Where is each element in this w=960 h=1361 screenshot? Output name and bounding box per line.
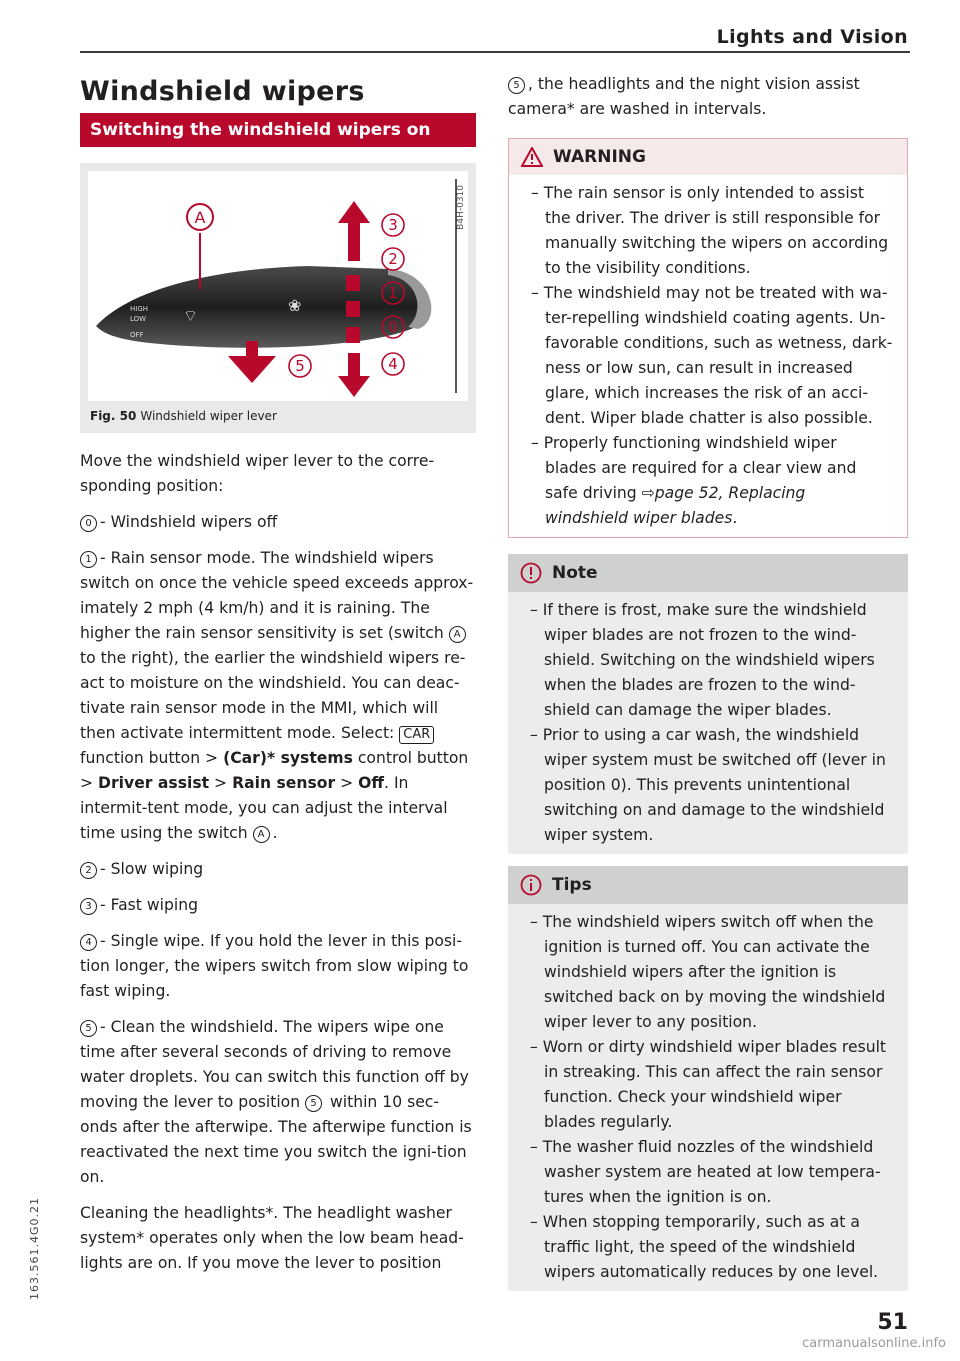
num-a2-icon: A bbox=[253, 826, 270, 843]
num-5c-icon: 5 bbox=[508, 77, 525, 94]
note-box bbox=[508, 554, 908, 854]
figure-caption bbox=[88, 401, 468, 433]
p1-text-e: . In intermit-tent mode, you can adjust the interval time using the switch bbox=[80, 774, 448, 842]
num-3-icon: 3 bbox=[80, 898, 97, 915]
warning-box bbox=[508, 138, 908, 538]
page-reference-link[interactable]: page 52, Replacing windshield wiper blades bbox=[545, 484, 806, 527]
wiper-lever-drawing bbox=[88, 171, 468, 401]
position-2-paragraph bbox=[80, 857, 476, 882]
warning-list bbox=[523, 181, 893, 531]
tips-title: Tips bbox=[552, 875, 592, 895]
position-1-block bbox=[346, 301, 360, 317]
position-3-paragraph bbox=[80, 893, 476, 918]
callout-5: 5 bbox=[295, 357, 305, 375]
lever-label-off: OFF bbox=[130, 331, 144, 339]
figure-50 bbox=[80, 163, 476, 433]
page-title: Windshield wipers bbox=[80, 76, 365, 107]
left-column bbox=[80, 72, 476, 1287]
warning-item-3 bbox=[523, 431, 893, 531]
running-header: Lights and Vision bbox=[716, 26, 908, 48]
note-exclamation-icon bbox=[520, 562, 542, 584]
callout-2: 2 bbox=[388, 250, 398, 268]
position-0-block bbox=[346, 327, 360, 343]
callout-0: 0 bbox=[388, 318, 398, 336]
tips-item-2: – Worn or dirty windshield wiper blades result in streaking. This can affect the rain sensor function. Check your windshield wiper blades regularly. bbox=[522, 1035, 894, 1135]
num-4-icon: 4 bbox=[80, 934, 97, 951]
warning-item-1: – The rain sensor is only intended to assist the driver. The driver is still responsible for manually switching the wipers on according to the visibility conditions. bbox=[523, 181, 893, 281]
p1-bold-2: Driver assist bbox=[98, 774, 210, 792]
warning-triangle-icon bbox=[521, 147, 543, 167]
heated-washer-icon: ❀ bbox=[288, 296, 302, 315]
headlight-washer-paragraph: Cleaning the headlights*. The headlight washer system* operates only when the low beam head-lights are on. If you move the lever to position bbox=[80, 1204, 464, 1272]
right-column bbox=[508, 72, 908, 1303]
note-header bbox=[508, 554, 908, 592]
p5-text-a: - Clean the windshield. The wipers wipe one time after several seconds of driving to remove water droplets. You can switch this function off by moving the lever to position bbox=[80, 1018, 469, 1111]
caption-text: Windshield wiper lever bbox=[140, 409, 277, 423]
position-5-paragraph bbox=[80, 1015, 476, 1190]
warning-item-2: – The windshield may not be treated with wa-ter-repelling windshield coating agents. Un-favorable conditions, such as wetness, dark-ness or low sun, can result in increased glare, which increases the risk of an acci-dent. Wiper blade chatter is also possible. bbox=[523, 281, 893, 431]
arrow-up-icon bbox=[338, 201, 370, 261]
side-code: 163.561.4G0.21 bbox=[28, 1197, 41, 1300]
p1-text-a: - Rain sensor mode. The windshield wipers switch on once the vehicle speed exceeds approx-imately 2 mph (4 km/h) and it is raining. The higher the rain sensor sensitivity is set (switch bbox=[80, 549, 474, 642]
p5-text-b: within 10 sec-onds after the afterwipe. The afterwipe function is reactivated the next time you switch the igni-tion on. bbox=[80, 1093, 472, 1186]
position-3-text: - Fast wiping bbox=[100, 896, 198, 914]
wiper-lever-illustration bbox=[88, 171, 468, 401]
intro-paragraph: Move the windshield wiper lever to the corre-sponding position: bbox=[80, 452, 435, 495]
p1-text-c: function button > bbox=[80, 749, 219, 767]
tips-item-1: – The windshield wipers switch off when the ignition is turned off. You can activate the windshield wipers after the ignition is switched back on by moving the windshield wiper lever to any position. bbox=[522, 910, 894, 1035]
tips-box bbox=[508, 866, 908, 1291]
callout-a: A bbox=[194, 208, 206, 227]
page-number: 51 bbox=[877, 1310, 908, 1335]
p1-bold-1: (Car)* systems bbox=[223, 749, 353, 767]
tips-header bbox=[508, 866, 908, 904]
warning-item-3-text: Properly functioning windshield wiper blades are required for a clear view and safe driving bbox=[543, 434, 857, 502]
continuation-paragraph bbox=[508, 72, 908, 122]
arrow-ref-icon: ⇨ bbox=[641, 484, 655, 502]
callout-3: 3 bbox=[388, 216, 398, 234]
p1-bold-3: Rain sensor bbox=[232, 774, 336, 792]
car-key: CAR bbox=[399, 726, 434, 744]
position-4-text: - Single wipe. If you hold the lever in this posi-tion longer, the wipers switch from slow wiping to fast wiping. bbox=[80, 932, 469, 1000]
note-list bbox=[522, 598, 894, 848]
num-1-icon: 1 bbox=[80, 551, 97, 568]
position-2-block bbox=[346, 275, 360, 291]
p1-text-b: to the right), the earlier the windshield wipers re-act to moisture on the windshield. You can deac-tivate rain sensor mode in the MMI, which will then activate intermittent mode. Select: bbox=[80, 649, 466, 742]
p1-bold-4: Off bbox=[358, 774, 385, 792]
position-4-paragraph bbox=[80, 929, 476, 1004]
figure-code: B4H-0310 bbox=[456, 185, 466, 230]
callout-4: 4 bbox=[388, 355, 398, 373]
tips-item-3: – The washer fluid nozzles of the windshield washer system are heated at low tempera-tures when the ignition is on. bbox=[522, 1135, 894, 1210]
num-5-icon: 5 bbox=[80, 1020, 97, 1037]
num-a-icon: A bbox=[449, 626, 466, 643]
caption-label: Fig. 50 bbox=[90, 409, 137, 423]
warning-header bbox=[509, 139, 907, 175]
num-2-icon: 2 bbox=[80, 862, 97, 879]
watermark: carmanualsonline.info bbox=[802, 1336, 946, 1351]
p1-gt-1: > bbox=[214, 774, 228, 792]
num-5b-icon: 5 bbox=[305, 1095, 322, 1112]
p1-text-f: . bbox=[272, 824, 278, 842]
position-0-paragraph bbox=[80, 510, 476, 535]
position-0-text: - Windshield wipers off bbox=[100, 513, 278, 531]
tips-item-4: – When stopping temporarily, such as at a traffic light, the speed of the windshield wipers automatically reduces by one level. bbox=[522, 1210, 894, 1285]
arrow-down-icon bbox=[338, 353, 370, 397]
p1-text-d: control button > bbox=[80, 749, 469, 792]
washer-icon: ⌔ bbox=[183, 306, 199, 325]
section-heading: Switching the windshield wipers on bbox=[80, 113, 476, 147]
position-1-paragraph bbox=[80, 546, 476, 846]
lever-label-low: LOW bbox=[130, 315, 147, 323]
note-title: Note bbox=[552, 563, 598, 583]
callout-1: 1 bbox=[388, 284, 398, 302]
continuation-text: , the headlights and the night vision assist camera* are washed in intervals. bbox=[508, 75, 860, 118]
note-item-2: – Prior to using a car wash, the windshield wiper system must be switched off (lever in position 0). This prevents unintentional switching on and damage to the windshield wiper system. bbox=[522, 723, 894, 848]
tips-list bbox=[522, 910, 894, 1285]
num-0-icon: 0 bbox=[80, 515, 97, 532]
position-2-text: - Slow wiping bbox=[100, 860, 204, 878]
note-item-1: – If there is frost, make sure the windshield wiper blades are not frozen to the wind-shield. Switching on the windshield wipers when the blades are frozen to the wind-shield can damage the wiper blades. bbox=[522, 598, 894, 723]
tips-info-icon bbox=[520, 874, 542, 896]
header-rule bbox=[80, 51, 910, 53]
lever-label-high: HIGH bbox=[130, 305, 149, 313]
p1-gt-2: > bbox=[340, 774, 354, 792]
warning-title: WARNING bbox=[553, 147, 646, 167]
warning-item-3-end: . bbox=[732, 509, 738, 527]
